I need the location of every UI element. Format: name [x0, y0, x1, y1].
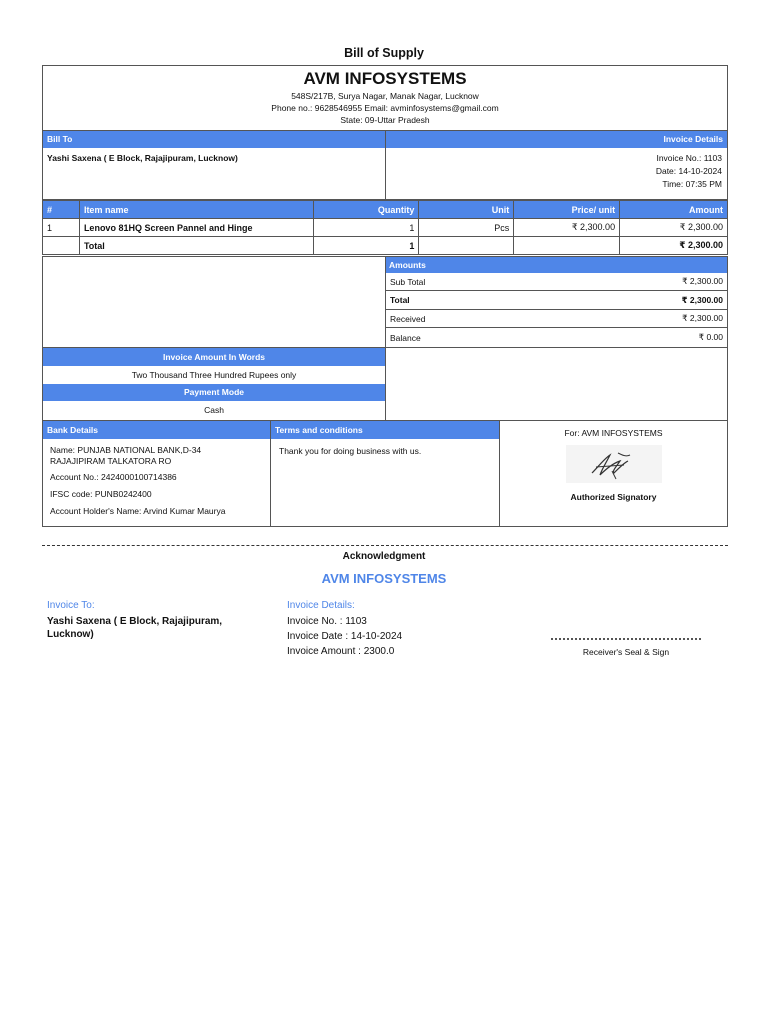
amount-row-balance [386, 328, 727, 347]
words-payment-section [42, 347, 386, 421]
invoice-time: Time: 07:35 PM [662, 179, 722, 189]
ack-invoice-date: Invoice Date : 14-10-2024 [287, 631, 403, 642]
ack-invoice-to-label: Invoice To: [47, 600, 95, 611]
received-value: ₹ 2,300.00 [682, 313, 723, 323]
balance-value: ₹ 0.00 [698, 332, 723, 342]
signature-icon [566, 445, 662, 483]
row-price: ₹ 2,300.00 [514, 219, 620, 237]
row-amount: ₹ 2,300.00 [620, 219, 728, 237]
subtotal-value: ₹ 2,300.00 [682, 276, 723, 286]
grand-total-label: Total [390, 295, 410, 305]
grand-total-value: ₹ 2,300.00 [681, 294, 723, 305]
document-title: Bill of Supply [344, 46, 424, 60]
amount-words-header: Invoice Amount In Words [43, 348, 385, 366]
bill-to-section [42, 131, 386, 200]
seal-label: Receiver's Seal & Sign [582, 647, 670, 657]
bank-holder: Account Holder's Name: Arvind Kumar Maurya [50, 506, 226, 516]
bank-details-header: Bank Details [43, 421, 270, 439]
signatory-section [499, 420, 728, 527]
subtotal-label: Sub Total [390, 276, 426, 287]
company-header [42, 65, 728, 131]
amounts-header: Amounts [386, 257, 727, 273]
terms-section [270, 420, 500, 527]
notes-area [42, 256, 386, 348]
ack-invoice-to-line1: Yashi Saxena ( E Block, Rajajipuram, [47, 616, 223, 627]
row-item-name: Lenovo 81HQ Screen Pannel and Hinge [79, 219, 313, 237]
bill-to-name: Yashi Saxena ( E Block, Rajajipuram, Lucknow) [47, 153, 238, 163]
words-right-blank [385, 347, 728, 421]
ack-details-label: Invoice Details: [287, 600, 355, 611]
bank-details-section [42, 420, 271, 527]
bank-account-no: Account No.: 2424000100714386 [50, 472, 177, 482]
items-table [42, 200, 728, 255]
col-item-header: Item name [79, 201, 313, 219]
row-num: 1 [43, 219, 80, 237]
invoice-details-header: Invoice Details [386, 131, 727, 148]
amount-words-value: Two Thousand Three Hundred Rupees only [131, 370, 297, 380]
col-qty-header: Quantity [313, 201, 419, 219]
ack-invoice-to-line2: Lucknow) [47, 629, 94, 640]
ack-invoice-amount: Invoice Amount : 2300.0 [287, 646, 395, 657]
received-label: Received [390, 313, 426, 324]
company-name: AVM INFOSYSTEMS [303, 69, 467, 88]
acknowledgment-company: AVM INFOSYSTEMS [321, 571, 447, 586]
items-header-row [43, 201, 728, 219]
signature-image [566, 445, 662, 483]
amount-row-received [386, 310, 727, 328]
row-unit: Pcs [419, 219, 514, 237]
terms-text: Thank you for doing business with us. [279, 446, 422, 456]
balance-label: Balance [390, 332, 421, 343]
bank-name-line2: RAJAJIPIRAM TALKATORA RO [50, 456, 172, 466]
ack-invoice-no: Invoice No. : 1103 [287, 616, 367, 627]
bank-name-line1: Name: PUNJAB NATIONAL BANK,D-34 [50, 445, 202, 455]
amount-row-total [386, 291, 727, 310]
company-address: 548S/217B, Surya Nagar, Manak Nagar, Lucknow [291, 91, 479, 101]
amounts-section [385, 256, 728, 348]
row-qty: 1 [313, 219, 419, 237]
seal-line [551, 638, 701, 640]
amount-row-subtotal [386, 273, 727, 291]
company-state: State: 09-Uttar Pradesh [340, 115, 430, 125]
total-row [43, 237, 728, 255]
col-num-header: # [43, 201, 80, 219]
bill-to-header: Bill To [43, 131, 385, 148]
payment-mode-value: Cash [204, 405, 224, 415]
invoice-number: Invoice No.: 1103 [656, 153, 722, 163]
acknowledgment-title: Acknowledgment [342, 551, 426, 562]
signatory-for: For: AVM INFOSYSTEMS [564, 428, 663, 438]
total-amount: ₹ 2,300.00 [620, 237, 728, 255]
col-price-header: Price/ unit [514, 201, 620, 219]
terms-header: Terms and conditions [271, 421, 499, 439]
total-qty: 1 [313, 237, 419, 255]
invoice-date: Date: 14-10-2024 [655, 166, 722, 176]
company-contact: Phone no.: 9628546955 Email: avminfosystems@gmail.com [271, 103, 499, 113]
cut-line [42, 545, 728, 546]
col-unit-header: Unit [419, 201, 514, 219]
total-label: Total [79, 237, 313, 255]
col-amount-header: Amount [620, 201, 728, 219]
bank-ifsc: IFSC code: PUNB0242400 [50, 489, 152, 499]
authorized-signatory-label: Authorized Signatory [570, 492, 657, 502]
payment-mode-header: Payment Mode [43, 384, 385, 401]
table-row [43, 219, 728, 237]
invoice-details-section [385, 131, 728, 200]
